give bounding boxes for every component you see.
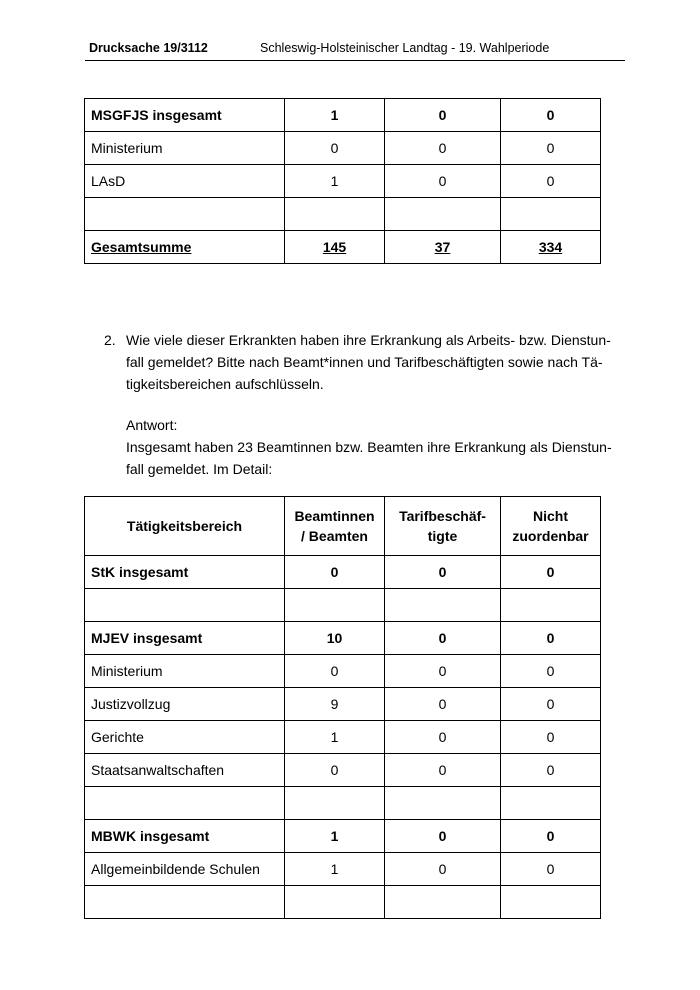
table-row <box>85 721 601 754</box>
cell-nicht-zuordenbar: 0 <box>501 853 601 886</box>
cell-nicht-zuordenbar: 0 <box>501 655 601 688</box>
table-row <box>85 198 601 231</box>
row-label: Gesamtsumme <box>85 231 285 264</box>
table-row <box>85 231 601 264</box>
cell-beamte: 0 <box>285 556 385 589</box>
cell-nicht-zuordenbar: 334 <box>501 231 601 264</box>
cell-nicht-zuordenbar: 0 <box>501 754 601 787</box>
cell-tarif: 0 <box>385 754 501 787</box>
document-number: Drucksache 19/3112 <box>89 41 208 55</box>
cell-nicht-zuordenbar <box>501 198 601 231</box>
row-label: Ministerium <box>85 655 285 688</box>
question-text: Wie viele dieser Erkrankten haben ihre Erkrankung als Arbeits- bzw. Dienstun-fall gemeldet? Bitte nach Beamt*innen und Tarifbeschäftigten sowie nach Tä-tigkeitsbereichen aufschlüsseln. <box>126 332 611 392</box>
cell-tarif: 37 <box>385 231 501 264</box>
row-label: MJEV insgesamt <box>85 622 285 655</box>
parliament-title: Schleswig-Holsteinischer Landtag - 19. Wahlperiode <box>260 41 550 55</box>
cell-tarif: 0 <box>385 721 501 754</box>
cell-beamte <box>285 198 385 231</box>
cell-beamte: 0 <box>285 132 385 165</box>
cell-beamte: 9 <box>285 688 385 721</box>
cell-tarif: 0 <box>385 99 501 132</box>
answer-text: Insgesamt haben 23 Beamtinnen bzw. Beamten ihre Erkrankung als Dienstun-fall gemeldet. Im Detail: <box>126 439 612 477</box>
row-label: StK insgesamt <box>85 556 285 589</box>
cell-tarif: 0 <box>385 132 501 165</box>
cell-nicht-zuordenbar: 0 <box>501 820 601 853</box>
header-beamte: Beamtinnen / Beamten <box>285 497 385 556</box>
row-label: Justizvollzug <box>85 688 285 721</box>
row-label: Gerichte <box>85 721 285 754</box>
answer-label: Antwort: <box>126 417 178 433</box>
cell-tarif <box>385 787 501 820</box>
answer-block <box>126 414 624 480</box>
cell-tarif: 0 <box>385 165 501 198</box>
table-row <box>85 853 601 886</box>
cell-tarif <box>385 886 501 919</box>
row-label: Staatsanwaltschaften <box>85 754 285 787</box>
row-label: LAsD <box>85 165 285 198</box>
table-row <box>85 132 601 165</box>
cell-beamte: 145 <box>285 231 385 264</box>
question-number: 2. <box>104 332 116 348</box>
cell-tarif: 0 <box>385 853 501 886</box>
table-row <box>85 165 601 198</box>
cell-nicht-zuordenbar: 0 <box>501 721 601 754</box>
cell-beamte: 0 <box>285 655 385 688</box>
table-row <box>85 820 601 853</box>
cell-beamte: 1 <box>285 165 385 198</box>
row-label: MSGFJS insgesamt <box>85 99 285 132</box>
cell-nicht-zuordenbar: 0 <box>501 622 601 655</box>
row-label <box>85 787 285 820</box>
cell-nicht-zuordenbar: 0 <box>501 132 601 165</box>
table-row <box>85 688 601 721</box>
table-row <box>85 556 601 589</box>
cell-nicht-zuordenbar <box>501 886 601 919</box>
header-nicht-zuordenbar: Nicht zuordenbar <box>501 497 601 556</box>
cell-tarif <box>385 589 501 622</box>
cell-tarif: 0 <box>385 556 501 589</box>
cell-tarif: 0 <box>385 820 501 853</box>
cell-tarif <box>385 198 501 231</box>
header-tarifbeschaeftigte: Tarifbeschäf-tigte <box>385 497 501 556</box>
cell-nicht-zuordenbar: 0 <box>501 556 601 589</box>
page-header <box>85 38 625 61</box>
table-2 <box>84 496 601 919</box>
cell-beamte <box>285 787 385 820</box>
cell-tarif: 0 <box>385 688 501 721</box>
cell-beamte: 1 <box>285 853 385 886</box>
row-label: Ministerium <box>85 132 285 165</box>
table-2-header-row <box>85 497 601 556</box>
cell-nicht-zuordenbar: 0 <box>501 688 601 721</box>
table-row <box>85 655 601 688</box>
cell-beamte: 1 <box>285 820 385 853</box>
table-1 <box>84 98 601 264</box>
row-label: MBWK insgesamt <box>85 820 285 853</box>
table-row <box>85 589 601 622</box>
table-row <box>85 754 601 787</box>
cell-beamte: 0 <box>285 754 385 787</box>
cell-beamte: 10 <box>285 622 385 655</box>
table-row <box>85 622 601 655</box>
header-taetigkeitsbereich: Tätigkeitsbereich <box>85 497 285 556</box>
cell-beamte <box>285 589 385 622</box>
table-row <box>85 99 601 132</box>
cell-nicht-zuordenbar: 0 <box>501 165 601 198</box>
cell-nicht-zuordenbar <box>501 589 601 622</box>
cell-beamte: 1 <box>285 99 385 132</box>
row-label <box>85 198 285 231</box>
row-label <box>85 589 285 622</box>
cell-nicht-zuordenbar <box>501 787 601 820</box>
table-row <box>85 787 601 820</box>
cell-beamte <box>285 886 385 919</box>
cell-nicht-zuordenbar: 0 <box>501 99 601 132</box>
cell-tarif: 0 <box>385 622 501 655</box>
cell-tarif: 0 <box>385 655 501 688</box>
row-label <box>85 886 285 919</box>
table-row <box>85 886 601 919</box>
cell-beamte: 1 <box>285 721 385 754</box>
row-label: Allgemeinbildende Schulen <box>85 853 285 886</box>
